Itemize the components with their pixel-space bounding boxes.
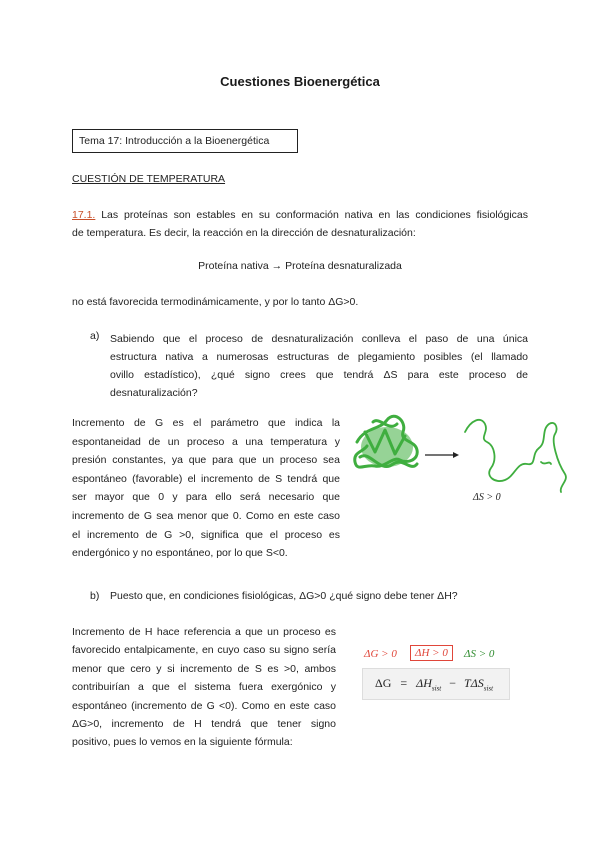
question-a-line: estructura nativa a numerosas estructuras de plegamiento posibles (el llamado xyxy=(110,351,528,363)
not-favored-text: no está favorecida termodinámicamente, y por lo tanto ΔG>0. xyxy=(72,296,359,308)
eq-equals: = xyxy=(400,676,408,690)
eq-dh: ΔH xyxy=(416,676,432,690)
answer-b-line: contribuirían a que el sistema fuera exergónico y xyxy=(72,681,336,694)
question-17-1 xyxy=(72,206,528,242)
answer-a-line: el incremento de G >0, significa que el proceso es xyxy=(72,528,340,541)
question-a xyxy=(110,330,528,402)
question-a-line: Sabiendo que el proceso de desnaturalización conlleva el paso de una única xyxy=(110,333,528,345)
delta-g-positive: ΔG > 0 xyxy=(364,648,397,660)
question-a-line: ovillo estadístico), ¿qué signo crees que tendrá ΔS para este proceso de xyxy=(110,369,528,381)
question-a-line: desnaturalización? xyxy=(110,387,198,399)
answer-a-line: endergónico y no espontáneo, por lo que S<0. xyxy=(72,547,288,560)
page-title: Cuestiones Bioenergética xyxy=(220,74,380,89)
gibbs-equation-box xyxy=(362,668,510,700)
question-text-line1: Las proteínas son estables en su conformación nativa en las condiciones fisiológicas xyxy=(95,209,528,221)
question-a-label: a) xyxy=(90,330,100,342)
question-b-text: Puesto que, en condiciones fisiológicas, ΔG>0 ¿qué signo debe tener ΔH? xyxy=(110,590,458,602)
section-heading: CUESTIÓN DE TEMPERATURA xyxy=(72,173,226,185)
answer-a-line: espontáneo (favorable) el incremento de S tendrá que xyxy=(72,472,340,485)
eq-tds: TΔS xyxy=(464,676,484,690)
answer-a-line: ser mayor que 0 y para ello será necesario que xyxy=(72,491,340,504)
answer-b-line: positivo, pues lo vemos en la siguiente fórmula: xyxy=(72,736,293,749)
unfolded-chain xyxy=(465,420,566,492)
answer-b-line: menor que cero y si incremento de S es >0, ambos xyxy=(72,662,336,675)
answer-b-line: favorecido entalpicamente, en cuyo caso su signo sería xyxy=(72,644,336,657)
unfolding-figure xyxy=(345,402,575,520)
question-text-line2: de temperatura. Es decir, la reacción en la dirección de desnaturalización: xyxy=(72,227,416,239)
answer-a xyxy=(72,414,340,563)
eq-sub2: sist xyxy=(483,684,494,693)
answer-b-line: ΔG>0, incremento de H tendrá que tener signo xyxy=(72,718,336,731)
entropy-label: ΔS > 0 xyxy=(473,492,501,503)
arrow-head xyxy=(453,452,459,458)
answer-b xyxy=(72,623,336,752)
eq-dg: ΔG xyxy=(375,676,392,690)
gibbs-equation xyxy=(375,676,493,692)
question-number: 17.1. xyxy=(72,209,96,221)
eq-sub1: sist xyxy=(431,684,442,693)
answer-a-line: incremento de G sea menor que 0. Como en este caso xyxy=(72,509,340,522)
reaction-equation: Proteína nativa → Proteína desnaturalizada xyxy=(198,260,402,272)
question-b-label: b) xyxy=(90,590,100,602)
answer-b-line: espontáneo (incremento de G <0). Como en este caso xyxy=(72,699,336,712)
topic-box: Tema 17: Introducción a la Bioenergética xyxy=(72,129,298,153)
answer-a-line: presión constantes, ya que para que un proceso sea xyxy=(72,454,340,467)
answer-a-line: espontaneidad de un proceso a una temperatura y xyxy=(72,435,340,448)
eq-minus: − xyxy=(449,676,457,690)
unfolding-diagram xyxy=(345,402,575,520)
formula-figure xyxy=(352,636,518,722)
delta-h-positive: ΔH > 0 xyxy=(410,645,453,661)
delta-s-positive: ΔS > 0 xyxy=(464,648,495,660)
answer-a-line: Incremento de G es el parámetro que indica la xyxy=(72,417,340,429)
answer-b-line: Incremento de H hace referencia a que un proceso es xyxy=(72,626,336,638)
